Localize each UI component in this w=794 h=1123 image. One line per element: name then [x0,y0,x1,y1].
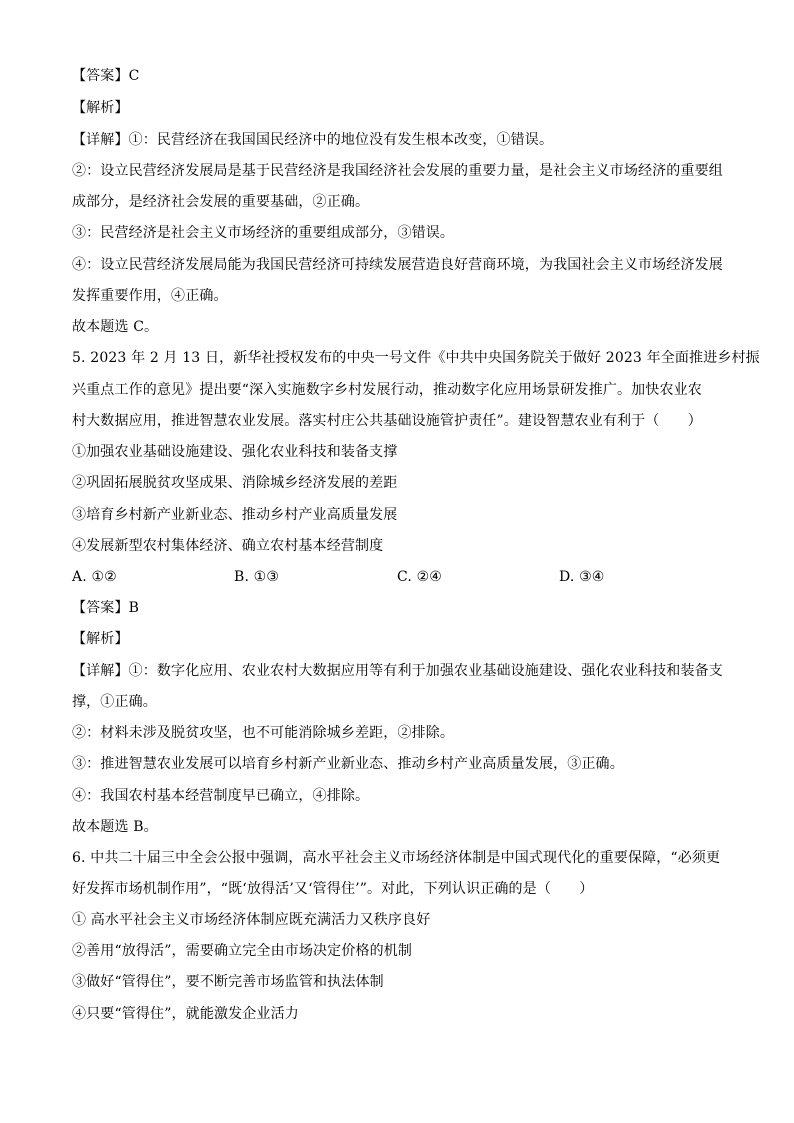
q6-stem-line: 6. 中共二十届三中全会公报中强调，高水平社会主义市场经济体制是中国式现代化的重要保障，“必须更 [72,850,721,866]
q5-item: ③培育乡村新产业新业态、推动乡村产业高质量发展 [72,507,398,523]
q4-analysis-line: 成部分，是经济社会发展的重要基础，②正确。 [72,194,370,210]
q6-item: ②善用“放得活”，需要确立完全由市场决定价格的机制 [72,943,413,959]
q6-item: ④只要“管得住”，就能激发企业活力 [72,1006,299,1022]
q4-analysis-line: 【详解】①：民营经济在我国国民经济中的地位没有发生根本改变，①错误。 [72,132,554,148]
q5-item: ④发展新型农村集体经济、确立农村基本经营制度 [72,538,384,554]
q6-item: ③做好“管得住”，要不断完善市场监管和执法体制 [72,974,384,990]
q4-analysis-line: ③：民营经济是社会主义市场经济的重要组成部分，③错误。 [72,225,455,241]
q5-option-b: B. ①③ [234,569,280,585]
q5-analysis-label: 【解析】 [72,631,129,647]
q5-item: ②巩固拓展脱贫攻坚成果、消除城乡经济发展的差距 [72,475,398,491]
q4-analysis-line: ②：设立民营经济发展局是基于民营经济是我国经济社会发展的重要力量，是社会主义市场经济的重要组 [72,163,723,179]
q5-conclusion: 故本题选 B。 [72,819,158,835]
q5-option-d: D. ③④ [559,569,605,585]
q5-analysis-line: ④：我国农村基本经营制度早已确立，④排除。 [72,788,370,804]
q5-analysis-line: 【详解】①：数字化应用、农业农村大数据应用等有利于加强农业基础设施建设、强化农业科技和装备支 [72,663,723,679]
q5-stem-line: 村大数据应用，推进智慧农业发展。落实村庄公共基础设施管护责任”。建设智慧农业有利于（ ） [72,413,702,429]
q5-option-c: C. ②④ [397,569,442,585]
q4-analysis-line: ④：设立民营经济发展局能为我国民营经济可持续发展营造良好营商环境，为我国社会主义市场经济发展 [72,257,723,273]
q5-option-a: A. ①② [72,569,117,585]
q4-answer: 【答案】C [72,68,140,84]
q5-stem-line: 5. 2023 年 2 月 13 日，新华社授权发布的中央一号文件《中共中央国务院关于做好 2023 年全面推进乡村振 [72,350,760,366]
q4-conclusion: 故本题选 C。 [72,319,159,335]
q4-analysis-label: 【解析】 [72,100,129,116]
q5-stem-line: 兴重点工作的意见》提出要“深入实施数字乡村发展行动，推动数字化应用场景研发推广。加快农业农 [72,382,702,398]
q5-analysis-line: ③：推进智慧农业发展可以培育乡村新产业新业态、推动乡村产业高质量发展，③正确。 [72,756,624,772]
q6-stem-line: 好发挥市场机制作用”，“既‘放得活’又‘管得住’”。对此，下列认识正确的是（ ） [72,881,594,897]
q5-answer: 【答案】B [72,600,140,616]
q5-analysis-line: ②：材料未涉及脱贫攻坚，也不可能消除城乡差距，②排除。 [72,725,455,741]
q6-item: ① 高水平社会主义市场经济体制应既充满活力又秩序良好 [72,912,431,928]
q5-item: ①加强农业基础设施建设、强化农业科技和装备支撑 [72,444,398,460]
q5-analysis-line: 撑，①正确。 [72,694,157,710]
q4-analysis-line: 发挥重要作用，④正确。 [72,288,228,304]
